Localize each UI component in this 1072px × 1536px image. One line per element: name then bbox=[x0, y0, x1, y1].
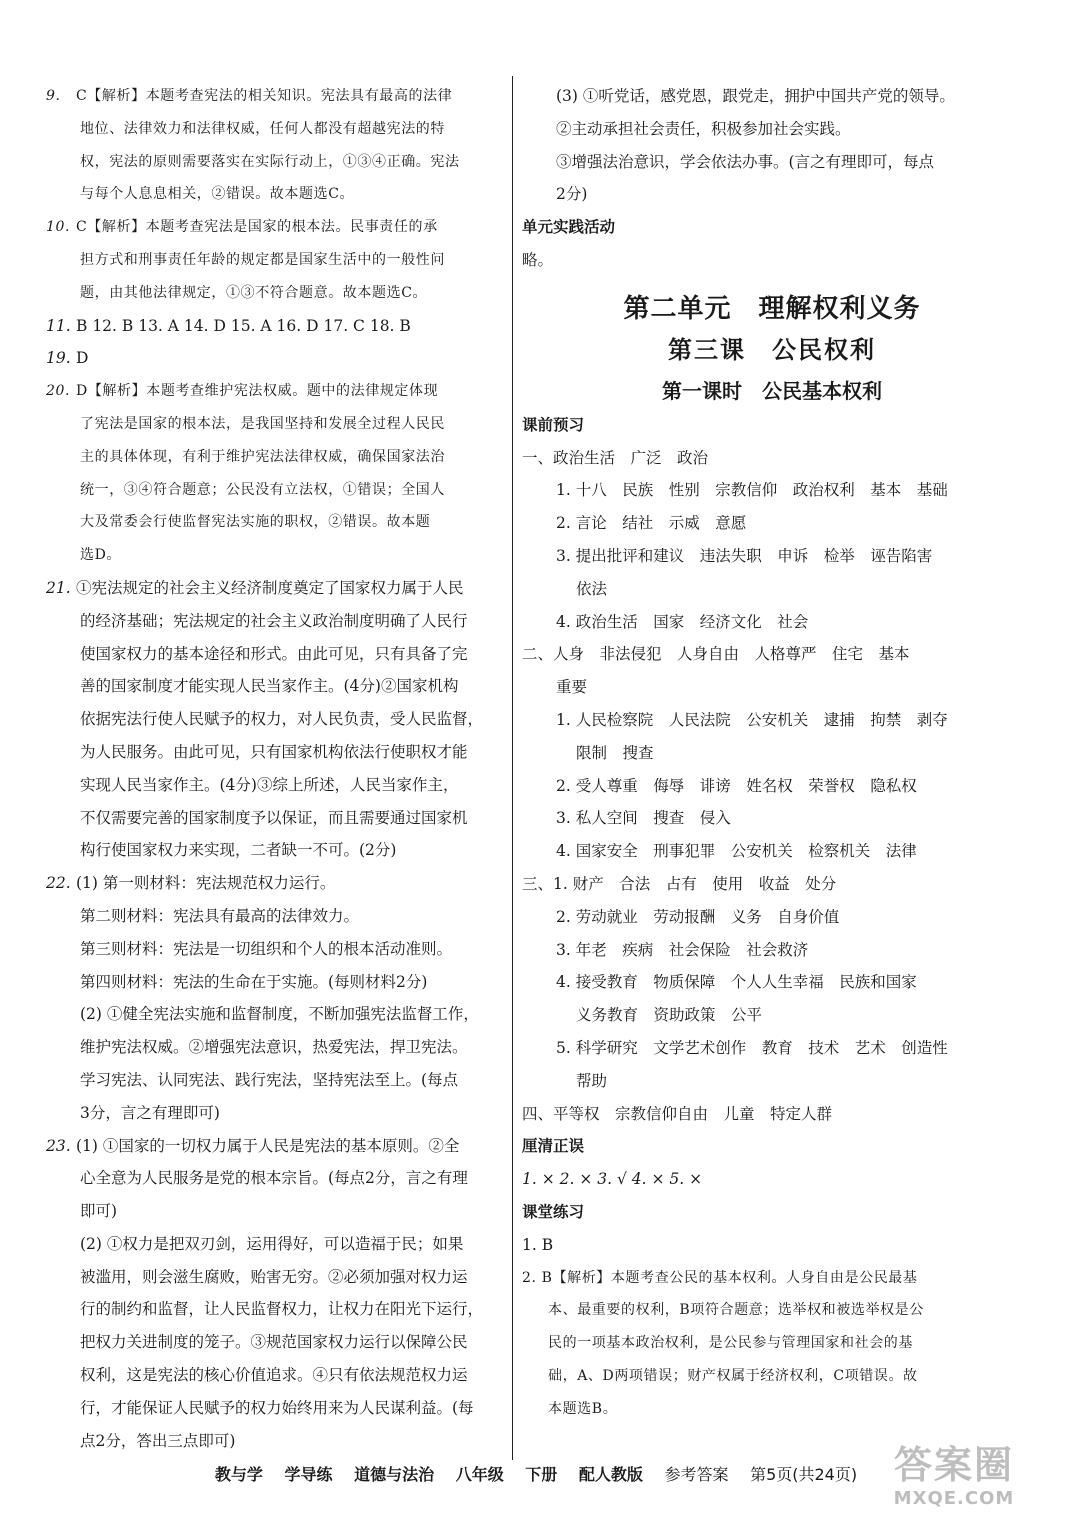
answer-line: 的经济基础；宪法规定的社会主义政治制度明确了人民行 bbox=[80, 611, 468, 630]
answer-line: 本、最重要的权利，B项符合题意；选举权和被选举权是公 bbox=[548, 1302, 924, 1319]
column-divider bbox=[512, 76, 513, 1460]
answer-line: (1) 第一则材料：宪法规范权力运行。 bbox=[76, 874, 336, 893]
answer-line: ①宪法规定的社会主义经济制度奠定了国家权力属于人民 bbox=[76, 578, 464, 597]
answer-line: 行，才能保证人民赋予的权力始终用来为人民谋利益。(每 bbox=[80, 1398, 474, 1417]
watermark-url: MXQE.COM bbox=[893, 1488, 1015, 1509]
preview-item-cont: 义务教育 资助政策 公平 bbox=[576, 1006, 763, 1025]
answer-9 bbox=[46, 80, 508, 211]
answer-line: 第三则材料：宪法是一切组织和个人的根本活动准则。 bbox=[80, 939, 453, 958]
question-number: 10. bbox=[46, 219, 71, 236]
answer-20 bbox=[46, 375, 508, 572]
lesson-title: 第三课 公民权利 bbox=[668, 334, 876, 364]
answer-line: 构行使国家权力来实现，二者缺一不可。(2分) bbox=[80, 841, 397, 860]
clarify-answers: 1. × 2. × 3. √ 4. × 5. × bbox=[522, 1170, 703, 1189]
answer-line: 民的一项基本政治权利，是公民参与管理国家和社会的基 bbox=[548, 1335, 913, 1352]
preview-item: 3. 私人空间 搜查 侵入 bbox=[556, 809, 731, 828]
unit-title: 第二单元 理解权利义务 bbox=[623, 293, 921, 324]
right-column bbox=[522, 80, 1022, 1425]
footer-answer-label: 参考答案 bbox=[664, 1465, 729, 1484]
answer-line: (2) ①健全宪法实施和监督制度，不断加强宪法监督工作， bbox=[80, 1005, 479, 1024]
answer-10 bbox=[46, 211, 508, 309]
answer-line: 依据宪法行使人民赋予的权力，对人民负责，受人民监督， bbox=[80, 710, 484, 729]
answer-line: 统一，③④符合题意；公民没有立法权，①错误；全国人 bbox=[80, 481, 445, 498]
footer-book: 教与学 bbox=[214, 1465, 263, 1484]
answer-11-18 bbox=[46, 310, 508, 343]
answer-line: 维护宪法权威。②增强宪法意识，热爱宪法，捍卫宪法。 bbox=[80, 1038, 468, 1057]
answer-line: 使国家权力的基本途径和形式。由此可见，只有具备了完 bbox=[80, 644, 468, 663]
preview-item: 2. 受人尊重 侮辱 诽谤 姓名权 荣誉权 隐私权 bbox=[556, 776, 917, 795]
preview-item: 4. 接受教育 物质保障 个人人生幸福 民族和国家 bbox=[556, 973, 917, 992]
class-practice-heading: 课堂练习 bbox=[522, 1201, 585, 1221]
preview-item: 2. 劳动就业 劳动报酬 义务 自身价值 bbox=[556, 907, 840, 926]
practice-heading: 单元实践活动 bbox=[522, 217, 616, 237]
answer-line: D【解析】本题考查维护宪法权威。题中的法律规定体现 bbox=[76, 383, 439, 400]
answer-line: 担方式和刑事责任年龄的规定都是国家生活中的一般性问 bbox=[80, 251, 445, 268]
preview-item: 3. 提出批评和建议 违法失职 申诉 检举 诬告陷害 bbox=[556, 546, 933, 565]
preview-item: 5. 科学研究 文学艺术创作 教育 技术 艺术 创造性 bbox=[556, 1038, 948, 1057]
preview-item: 1. 十八 民族 性别 宗教信仰 政治权利 基本 基础 bbox=[556, 481, 948, 500]
preview-item-cont: 重要 bbox=[556, 678, 588, 697]
answer-line: ②主动承担社会责任，积极参加社会实践。 bbox=[556, 119, 851, 138]
answer-21 bbox=[46, 572, 508, 867]
answer-line: (3) ①听党话，感党恩，跟党走，拥护中国共产党的领导。 bbox=[556, 87, 955, 105]
preview-item: 2. 言论 结社 示威 意愿 bbox=[556, 514, 747, 533]
footer-series: 学导练 bbox=[284, 1465, 333, 1484]
preview-item: 3. 年老 疾病 社会保险 社会救济 bbox=[556, 940, 809, 959]
watermark-logo bbox=[864, 1442, 1044, 1522]
preview-section-3: 三、1. 财产 合法 占有 使用 收益 处分 bbox=[522, 874, 837, 893]
class-answer-1: 1. B bbox=[522, 1235, 554, 1254]
preview-item: 4. 政治生活 国家 经济文化 社会 bbox=[556, 612, 809, 631]
answer-line: 题，由其他法律规定，①③不符合题意。故本题选C。 bbox=[80, 284, 428, 301]
question-number: 20. bbox=[46, 383, 71, 400]
footer-edition: 配人教版 bbox=[578, 1465, 643, 1484]
answer-line: 善的国家制度才能实现人民当家作主。(4分)②国家机构 bbox=[80, 677, 459, 696]
class-answer-2: 2. B【解析】本题考查公民的基本权利。人身自由是公民最基 bbox=[522, 1269, 918, 1286]
preview-item-cont: 依法 bbox=[576, 579, 608, 598]
footer-volume: 下册 bbox=[525, 1465, 558, 1484]
preview-section-4: 四、平等权 宗教信仰自由 儿童 特定人群 bbox=[522, 1104, 833, 1123]
answer-line: 地位、法律效力和法律权威，任何人都没有超越宪法的特 bbox=[80, 120, 445, 137]
answer-line: 被滥用，则会滋生腐败，贻害无穷。②必须加强对权力运 bbox=[80, 1267, 468, 1286]
answer-line: 权，宪法的原则需要落实在实际行动上，①③④正确。宪法 bbox=[80, 153, 460, 170]
answer-line: C【解析】本题考查宪法是国家的根本法。民事责任的承 bbox=[76, 219, 438, 236]
answer-line: 行的制约和监督，让人民监督权力，让权力在阳光下运行， bbox=[80, 1300, 484, 1319]
answer-line: 学习宪法、认同宪法、践行宪法，坚持宪法至上。(每点 bbox=[80, 1070, 459, 1089]
period-title: 第一课时 公民基本权利 bbox=[662, 378, 882, 403]
answer-line: 把权力关进制度的笼子。③规范国家权力运行以保障公民 bbox=[80, 1333, 468, 1352]
preview-item-cont: 帮助 bbox=[576, 1071, 608, 1090]
answer-line: B 12. B 13. A 14. D 15. A 16. D 17. C 18. B bbox=[76, 316, 411, 335]
answer-line: 点2分，答出三点即可) bbox=[80, 1431, 236, 1450]
answer-line: 础，A、D两项错误；财产权属于经济权利，C项错误。故 bbox=[548, 1367, 918, 1384]
preview-item-cont: 限制 搜查 bbox=[576, 743, 654, 762]
answer-line: 主的具体体现，有利于维护宪法法律权威，确保国家法治 bbox=[80, 448, 445, 465]
answer-line: (2) ①权力是把双刃剑，运用得好，可以造福于民；如果 bbox=[80, 1234, 464, 1253]
answer-line: ③增强法治意识，学会依法办事。(言之有理即可，每点 bbox=[556, 152, 935, 171]
answer-line: 大及常委会行使监督宪法实施的职权，②错误。故本题 bbox=[80, 514, 431, 531]
footer-grade: 八年级 bbox=[455, 1465, 504, 1484]
answer-line: 2分) bbox=[556, 185, 588, 204]
watermark-text: 答案圈 bbox=[893, 1443, 1014, 1487]
answer-23 bbox=[46, 1130, 508, 1458]
preview-item: 1. 人民检察院 人民法院 公安机关 逮捕 拘禁 剥夺 bbox=[556, 710, 948, 729]
answer-line: 了宪法是国家的根本法，是我国坚持和发展全过程人民民 bbox=[80, 415, 445, 432]
question-number: 23. bbox=[46, 1136, 71, 1155]
answer-line: 权利，这是宪法的核心价值追求。④只有依法规范权力运 bbox=[80, 1366, 468, 1385]
answer-line: 为人民服务。由此可见，只有国家机构依法行使职权才能 bbox=[80, 742, 468, 761]
answer-line: 第四则材料：宪法的生命在于实施。(每则材料2分) bbox=[80, 972, 428, 991]
left-column bbox=[46, 80, 508, 1457]
clarify-heading: 厘清正误 bbox=[522, 1136, 585, 1156]
answer-line: 本题选B。 bbox=[548, 1400, 618, 1417]
preview-section-1: 一、政治生活 广泛 政治 bbox=[522, 448, 709, 467]
question-number: 19. bbox=[46, 349, 71, 368]
answer-line: 与每个人息息相关，②错误。故本题选C。 bbox=[80, 186, 355, 203]
answer-line: 心全意为人民服务是党的根本宗旨。(每点2分，言之有理 bbox=[80, 1169, 468, 1188]
question-number: 11. bbox=[46, 316, 71, 335]
question-number: 9. bbox=[46, 88, 61, 104]
answer-line: 即可) bbox=[80, 1202, 118, 1221]
answer-line: 不仅需要完善的国家制度予以保证，而且需要通过国家机 bbox=[80, 808, 468, 827]
footer-subject: 道德与法治 bbox=[354, 1465, 435, 1484]
answer-line: 实现人民当家作主。(4分)③综上所述，人民当家作主， bbox=[80, 775, 459, 794]
practice-text: 略。 bbox=[522, 250, 554, 269]
answer-line: 第二则材料：宪法具有最高的法律效力。 bbox=[80, 906, 360, 925]
answer-line: C【解析】本题考查宪法的相关知识。宪法具有最高的法律 bbox=[76, 88, 453, 104]
preview-item: 4. 国家安全 刑事犯罪 公安机关 检察机关 法律 bbox=[556, 842, 917, 861]
answer-19 bbox=[46, 342, 508, 375]
answer-line: 选D。 bbox=[80, 547, 122, 564]
preview-section-2: 二、人身 非法侵犯 人身自由 人格尊严 住宅 基本 bbox=[522, 645, 910, 664]
answer-line: D bbox=[76, 349, 89, 368]
answer-line: (1) ①国家的一切权力属于人民是宪法的基本原则。②全 bbox=[76, 1136, 460, 1155]
answer-22 bbox=[46, 867, 508, 1129]
question-number: 22. bbox=[46, 874, 71, 893]
footer-page-number: 第5页(共24页) bbox=[750, 1465, 858, 1484]
preview-heading: 课前预习 bbox=[522, 414, 585, 434]
question-number: 21. bbox=[46, 578, 71, 597]
answer-line: 3分，言之有理即可) bbox=[80, 1103, 220, 1122]
